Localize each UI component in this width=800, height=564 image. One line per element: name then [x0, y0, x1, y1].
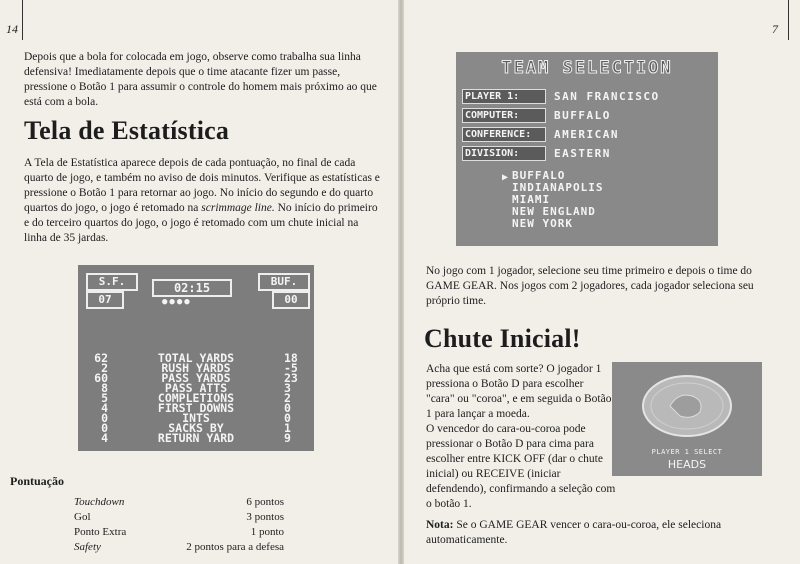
scoring-value: 1 ponto	[250, 525, 284, 538]
team-info-label: CONFERENCE:	[462, 127, 546, 142]
left-team-box: S.F.	[86, 273, 138, 291]
kickoff-paragraph-1: Acha que está com sorte? O jogador 1 pressiona o Botão D para escolher "cara" ou "coroa", e em seguida o Botão 1 para lançar a moeda.	[426, 363, 612, 420]
stat-right-value: 18	[284, 351, 298, 365]
stat-label: COMPLETIONS	[157, 391, 235, 405]
team-info-rows	[462, 88, 714, 164]
team-info-row	[462, 107, 714, 123]
scoring-label: Touchdown	[74, 495, 125, 508]
note-text: Se o GAME GEAR vencer o cara-ou-coroa, ele seleciona automaticamente.	[426, 519, 722, 546]
stat-right-value: 0	[284, 411, 291, 425]
stat-right-value: 2	[284, 391, 291, 405]
game-clock: 02:15	[152, 279, 232, 297]
stat-label: RETURN YARD	[157, 431, 235, 445]
scoring-title: Pontuação	[10, 474, 64, 488]
right-page	[404, 0, 800, 564]
team-selection-paragraph: No jogo com 1 jogador, selecione seu time primeiro e depois o time do GAME GEAR. Nos jogos com 2 jogadores, cada jogador seleciona seu próprio time.	[426, 265, 754, 307]
stat-label: FIRST DOWNS	[157, 401, 235, 415]
team-info-value: AMERICAN	[554, 127, 619, 141]
stat-right-value: 23	[284, 371, 298, 385]
stat-label: SACKS BY	[168, 421, 224, 435]
scoring-value: 6 pontos	[246, 495, 284, 508]
stats-text-a: A Tela de Estatística aparece depois de cada pontuação, no final de cada quarto de jogo, e também no aviso de dois minutos. Verifique as estatísticas e pressione o Botão 1 para retornar ao jogo. No início do segundo e do quarto quartos do jogo, o jogo é retomado na	[24, 157, 380, 214]
section-heading-kickoff: Chute Inicial!	[424, 324, 581, 353]
scoring-row	[74, 509, 284, 524]
note-label: Nota:	[426, 519, 454, 531]
stat-left-value: 62	[94, 351, 108, 365]
stat-label: RUSH YARDS	[161, 361, 231, 375]
stat-left-value: 0	[101, 421, 108, 435]
stat-label: INTS	[182, 411, 210, 425]
team-option: BUFFALO	[512, 169, 566, 182]
stat-left-value: 0	[101, 411, 108, 425]
scoring-row	[74, 539, 284, 554]
intro-paragraph: Depois que a bola for colocada em jogo, observe como trabalha sua linha defensiva! Imediatamente depois que o time atacante fizer um passe, pressione o Botão 1 para assumir o controle do homem mais próximo ao que está com a bola.	[24, 51, 377, 108]
stat-row	[84, 433, 308, 443]
stats-text-italic: scrimmage line.	[201, 202, 275, 214]
team-selection-title: TEAM SELECTION	[501, 58, 673, 78]
team-info-row	[462, 88, 714, 104]
quarter-dots: ●●●●	[162, 297, 192, 307]
stat-right-value: 3	[284, 381, 291, 395]
team-info-value: BUFFALO	[554, 108, 611, 122]
stat-left-value: 8	[101, 381, 108, 395]
statistics-screenshot	[78, 265, 314, 451]
page-number-right: 7	[772, 22, 778, 36]
stat-right-value: 9	[284, 431, 291, 445]
team-info-label: COMPUTER:	[462, 108, 546, 123]
stats-paragraph	[24, 156, 384, 246]
team-option: INDIANAPOLIS	[512, 181, 604, 194]
team-info-row	[462, 145, 714, 161]
team-info-value: EASTERN	[554, 146, 611, 160]
section-heading-stats: Tela de Estatística	[24, 116, 230, 145]
stat-label: PASS YARDS	[161, 371, 231, 385]
margin-rule	[22, 0, 23, 40]
right-team-box: BUF.	[258, 273, 310, 291]
stat-left-value: 2	[101, 361, 108, 375]
cursor-arrow: ▶	[502, 172, 509, 183]
coin-toss-screenshot	[612, 362, 762, 476]
team-info-row	[462, 126, 714, 142]
team-info-label: PLAYER 1:	[462, 89, 546, 104]
scoring-label: Safety	[74, 540, 101, 553]
scoring-label: Gol	[74, 510, 91, 523]
stat-label: PASS ATTS	[164, 381, 228, 395]
stat-right-value: -5	[284, 361, 298, 375]
stat-right-value: 0	[284, 401, 291, 415]
scoring-table	[74, 494, 284, 554]
scoring-value: 2 pontos para a defesa	[186, 540, 284, 553]
stat-rows	[84, 353, 308, 443]
right-score: 00	[272, 291, 310, 309]
left-page	[0, 0, 398, 564]
scoring-row	[74, 494, 284, 509]
scoring-label: Ponto Extra	[74, 525, 127, 538]
stat-left-value: 4	[101, 431, 108, 445]
team-info-label: DIVISION:	[462, 146, 546, 161]
coin-result: HEADS	[667, 458, 707, 471]
team-info-value: SAN FRANCISCO	[554, 89, 660, 103]
stat-label: TOTAL YARDS	[157, 351, 235, 365]
stat-left-value: 60	[94, 371, 108, 385]
team-option: MIAMI	[512, 193, 551, 206]
scoring-row	[74, 524, 284, 539]
team-selection-screenshot	[456, 52, 718, 246]
left-score: 07	[86, 291, 124, 309]
team-option: NEW ENGLAND	[512, 205, 596, 218]
note-paragraph	[426, 518, 776, 548]
scoring-value: 3 pontos	[246, 510, 284, 523]
stat-right-value: 1	[284, 421, 291, 435]
page-number-left: 14	[6, 22, 18, 36]
stats-text-b: No início do primeiro e do terceiro quartos do jogo, o jogo é retomado com um chute inicial na linha de 35 jardas.	[24, 202, 378, 244]
stat-left-value: 4	[101, 401, 108, 415]
kickoff-paragraph-2: O vencedor do cara-ou-coroa pode pressionar o Botão D para cima para escolher entre KICK OFF (dar o chute inicial) ou RECEIVE (iniciar defendendo), confirmando a seleção com o botão 1.	[426, 423, 616, 510]
margin-rule	[788, 0, 789, 40]
team-list	[512, 170, 603, 230]
coin-prompt: PLAYER 1 SELECT	[651, 448, 723, 456]
team-option: NEW YORK	[512, 217, 573, 230]
stat-left-value: 5	[101, 391, 108, 405]
